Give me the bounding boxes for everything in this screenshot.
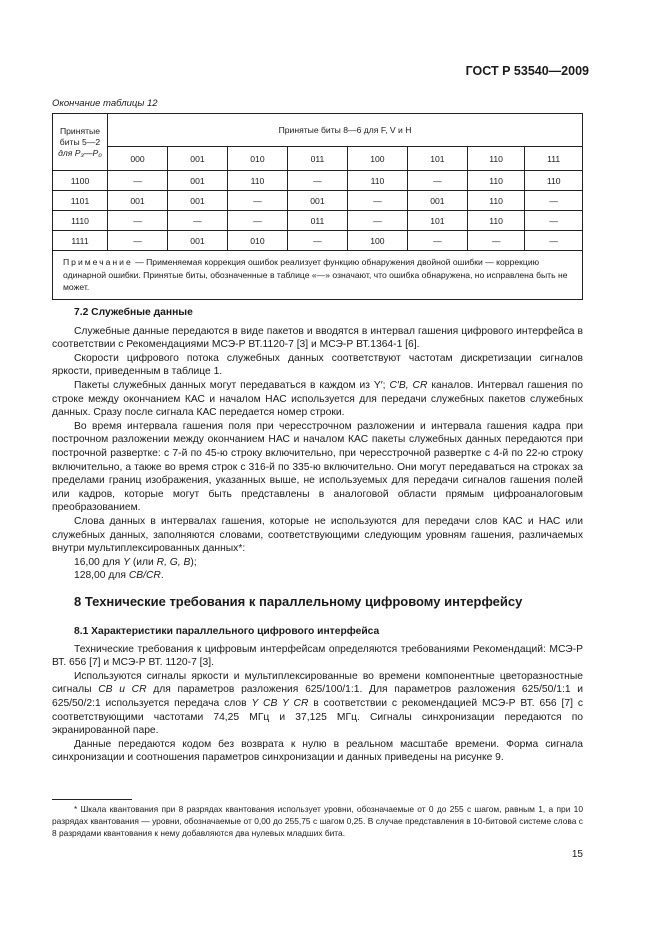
paragraph: Слова данных в интервалах гашения, которые не используются для передачи слов КАС и НАС или служебных данных, заполняются словами, соответствующими следующим уровням гашения, различаемых внутри мультиплексированных данных*: [52, 515, 583, 555]
paragraph [52, 379, 583, 420]
symbol-cb-cr: CB/CR [128, 570, 161, 582]
table-cell: — [167, 211, 227, 231]
column-header: 101 [407, 147, 467, 171]
text-run: . [160, 570, 164, 582]
table-cell: 101 [407, 211, 467, 231]
table-caption: Окончание таблицы 12 [52, 98, 158, 109]
table-cell: — [287, 231, 347, 251]
table-row [53, 171, 583, 191]
row-key: 1100 [53, 171, 108, 191]
table-cell: — [347, 191, 407, 211]
section-7-2 [52, 306, 583, 583]
table-cell: — [108, 211, 168, 231]
table-cell: 001 [108, 191, 168, 211]
paragraph: Служебные данные передаются в виде пакетов и вводятся в интервал гашения цифрового интерфейса в соответствии с Рекомендациями МСЭ-Р ВТ.1120-7 [3] и МСЭ-Р ВТ.1364-1 [6]. [52, 325, 583, 351]
symbol-cb-cr: CB и CR [98, 684, 147, 696]
column-group-header: Принятые биты 8—6 для F, V и H [108, 114, 583, 147]
column-header: 011 [287, 147, 347, 171]
text-run: ); [190, 556, 197, 568]
row-header-line-2: биты 5—2 [59, 136, 101, 147]
table-cell: 010 [227, 231, 287, 251]
paragraph: Во время интервала гашения поля при чересстрочном разложении и интервала гашения кадра при построчном разложении между окончанием НАС и началом КАС пакеты служебных данных передаются при построчной развертке: с 7-й по 45-ю строку включительно, при чересстрочной развертке с 4-й по 22-ю строку включительно, а также во время строк с 316-й по 335-ю включительно. Они могут передаваться на строках за пределами границ изображения, указанных выше, не используемых для передачи сигналов гашения полей или кадров, которые могут быть представлены в аналоговой области прямым цифроаналоговым преобразованием. [52, 420, 583, 514]
table-cell: 100 [347, 231, 407, 251]
table-note [53, 251, 583, 300]
table-cell: 001 [407, 191, 467, 211]
table-row [53, 231, 583, 251]
column-header: 010 [227, 147, 287, 171]
page-number: 15 [571, 849, 583, 860]
paragraph [52, 670, 583, 738]
column-header: 000 [108, 147, 168, 171]
column-header: 001 [167, 147, 227, 171]
table-cell: 110 [347, 171, 407, 191]
table-cell: 001 [167, 171, 227, 191]
table-cell: — [108, 231, 168, 251]
table-cell: — [525, 231, 583, 251]
standard-code-header: ГОСТ Р 53540—2009 [465, 64, 589, 78]
text-run: в соответствии с рекомендацией МСЭ-Р ВТ. 656 [7] с соответствующими частотами 74,25 МГц и 37,125 МГц. Сигналы синхронизации передаются по экранированной паре. [52, 697, 583, 737]
table-cell: 110 [467, 191, 524, 211]
symbol-rgb: R, G, B [156, 556, 191, 568]
table-cell: 001 [167, 191, 227, 211]
footnote: * Шкала квантования при 8 разрядах квантования использует уровни, обозначаемые от 0 до 255 с шагом, равным 1, а при 10 разрядах квантования — уровни, обозначаемые от 0,00 до 255,75 с шагом 0,25. В случае представления в 10-битовой системе слова с 8 разрядами квантования к нему добавляются два нулевых младших бита. [52, 804, 583, 838]
text-run: Используются сигналы яркости и мультиплексированные во времени компонентные цветоразностные сигналы [52, 670, 583, 696]
section-7-2-title: 7.2 Служебные данные [74, 307, 193, 318]
paragraph: Технические требования к цифровым интерфейсам определяются требованиями Рекомендаций: МСЭ-Р ВТ. 656 [7] и МСЭ-Р ВТ. 1120-7 [3]. [52, 643, 583, 669]
text-run: каналов. Интервал гашения по строке между окончанием КАС и началом НАС используется для передачи служебных пакетов служебных данных. Сразу после сигнала КАС передается номер строки. [52, 379, 583, 419]
section-8-1 [52, 625, 583, 765]
table-cell: 110 [467, 171, 524, 191]
column-header: 110 [467, 147, 524, 171]
table-cell: — [347, 211, 407, 231]
text-run: (или [129, 556, 157, 568]
table-cell: 110 [525, 171, 583, 191]
paragraph: Скорости цифрового потока служебных данных соответствуют частотам дискретизации сигналов яркости, приведенным в таблице 1. [52, 352, 583, 378]
symbol-word-sequence: Y CB Y CR [251, 697, 309, 709]
footnote-divider [52, 799, 132, 800]
row-header-line-1: Принятые [59, 125, 101, 136]
row-key: 1110 [53, 211, 108, 231]
text-run: для параметров разложения 625/100/1:1. Для параметров разложения 625/50/1:1 и 625/50/2:1 используется передача слов [52, 684, 583, 709]
table-cell: — [227, 191, 287, 211]
text-run: 16,00 для [74, 556, 124, 568]
note-text: — Применяемая коррекция ошибок реализует функцию обнаружения двойной ошибки — коррекцию одинарной ошибки. Принятые биты, обозначенные в таблице «—» означают, что ошибка обнаружена, но исправлена быть не может. [63, 257, 568, 292]
table-row [53, 211, 583, 231]
note-label: Примечание [63, 257, 133, 267]
table-cell: 011 [287, 211, 347, 231]
blanking-level-c [52, 569, 583, 583]
text-run: 128,00 для [74, 570, 129, 582]
paragraph: Данные передаются кодом без возврата к нулю в реальном масштабе времени. Форма сигнала синхронизации и соотношения параметров синхронизации и данных приведены на рисунке 9. [52, 738, 583, 764]
table-cell: 110 [467, 211, 524, 231]
section-8-1-title: 8.1 Характеристики параллельного цифрового интерфейса [74, 626, 380, 637]
row-key: 1111 [53, 231, 108, 251]
table-cell: — [467, 231, 524, 251]
row-header-line-3: для P₃—P₀ [58, 147, 102, 158]
column-header: 111 [525, 147, 583, 171]
symbol-y: Y [123, 556, 130, 568]
table-row [53, 191, 583, 211]
section-8-title: 8 Технические требования к параллельному цифровому интерфейсу [74, 594, 523, 609]
blanking-level-y [52, 556, 583, 570]
row-header-cell [53, 114, 108, 171]
column-header: 100 [347, 147, 407, 171]
table-cell: — [407, 231, 467, 251]
formula-cb-cr: C′B, CR [389, 379, 428, 391]
table-cell: — [287, 171, 347, 191]
table-cell: — [108, 171, 168, 191]
table-cell: 001 [287, 191, 347, 211]
table-cell: — [227, 211, 287, 231]
text-run: Пакеты служебных данных могут передаваться в каждом из Y′; [74, 379, 390, 391]
table-cell: 001 [167, 231, 227, 251]
table-cell: — [525, 211, 583, 231]
bits-table [52, 113, 583, 300]
table-cell: 110 [227, 171, 287, 191]
row-key: 1101 [53, 191, 108, 211]
table-cell: — [407, 171, 467, 191]
table-cell: — [525, 191, 583, 211]
